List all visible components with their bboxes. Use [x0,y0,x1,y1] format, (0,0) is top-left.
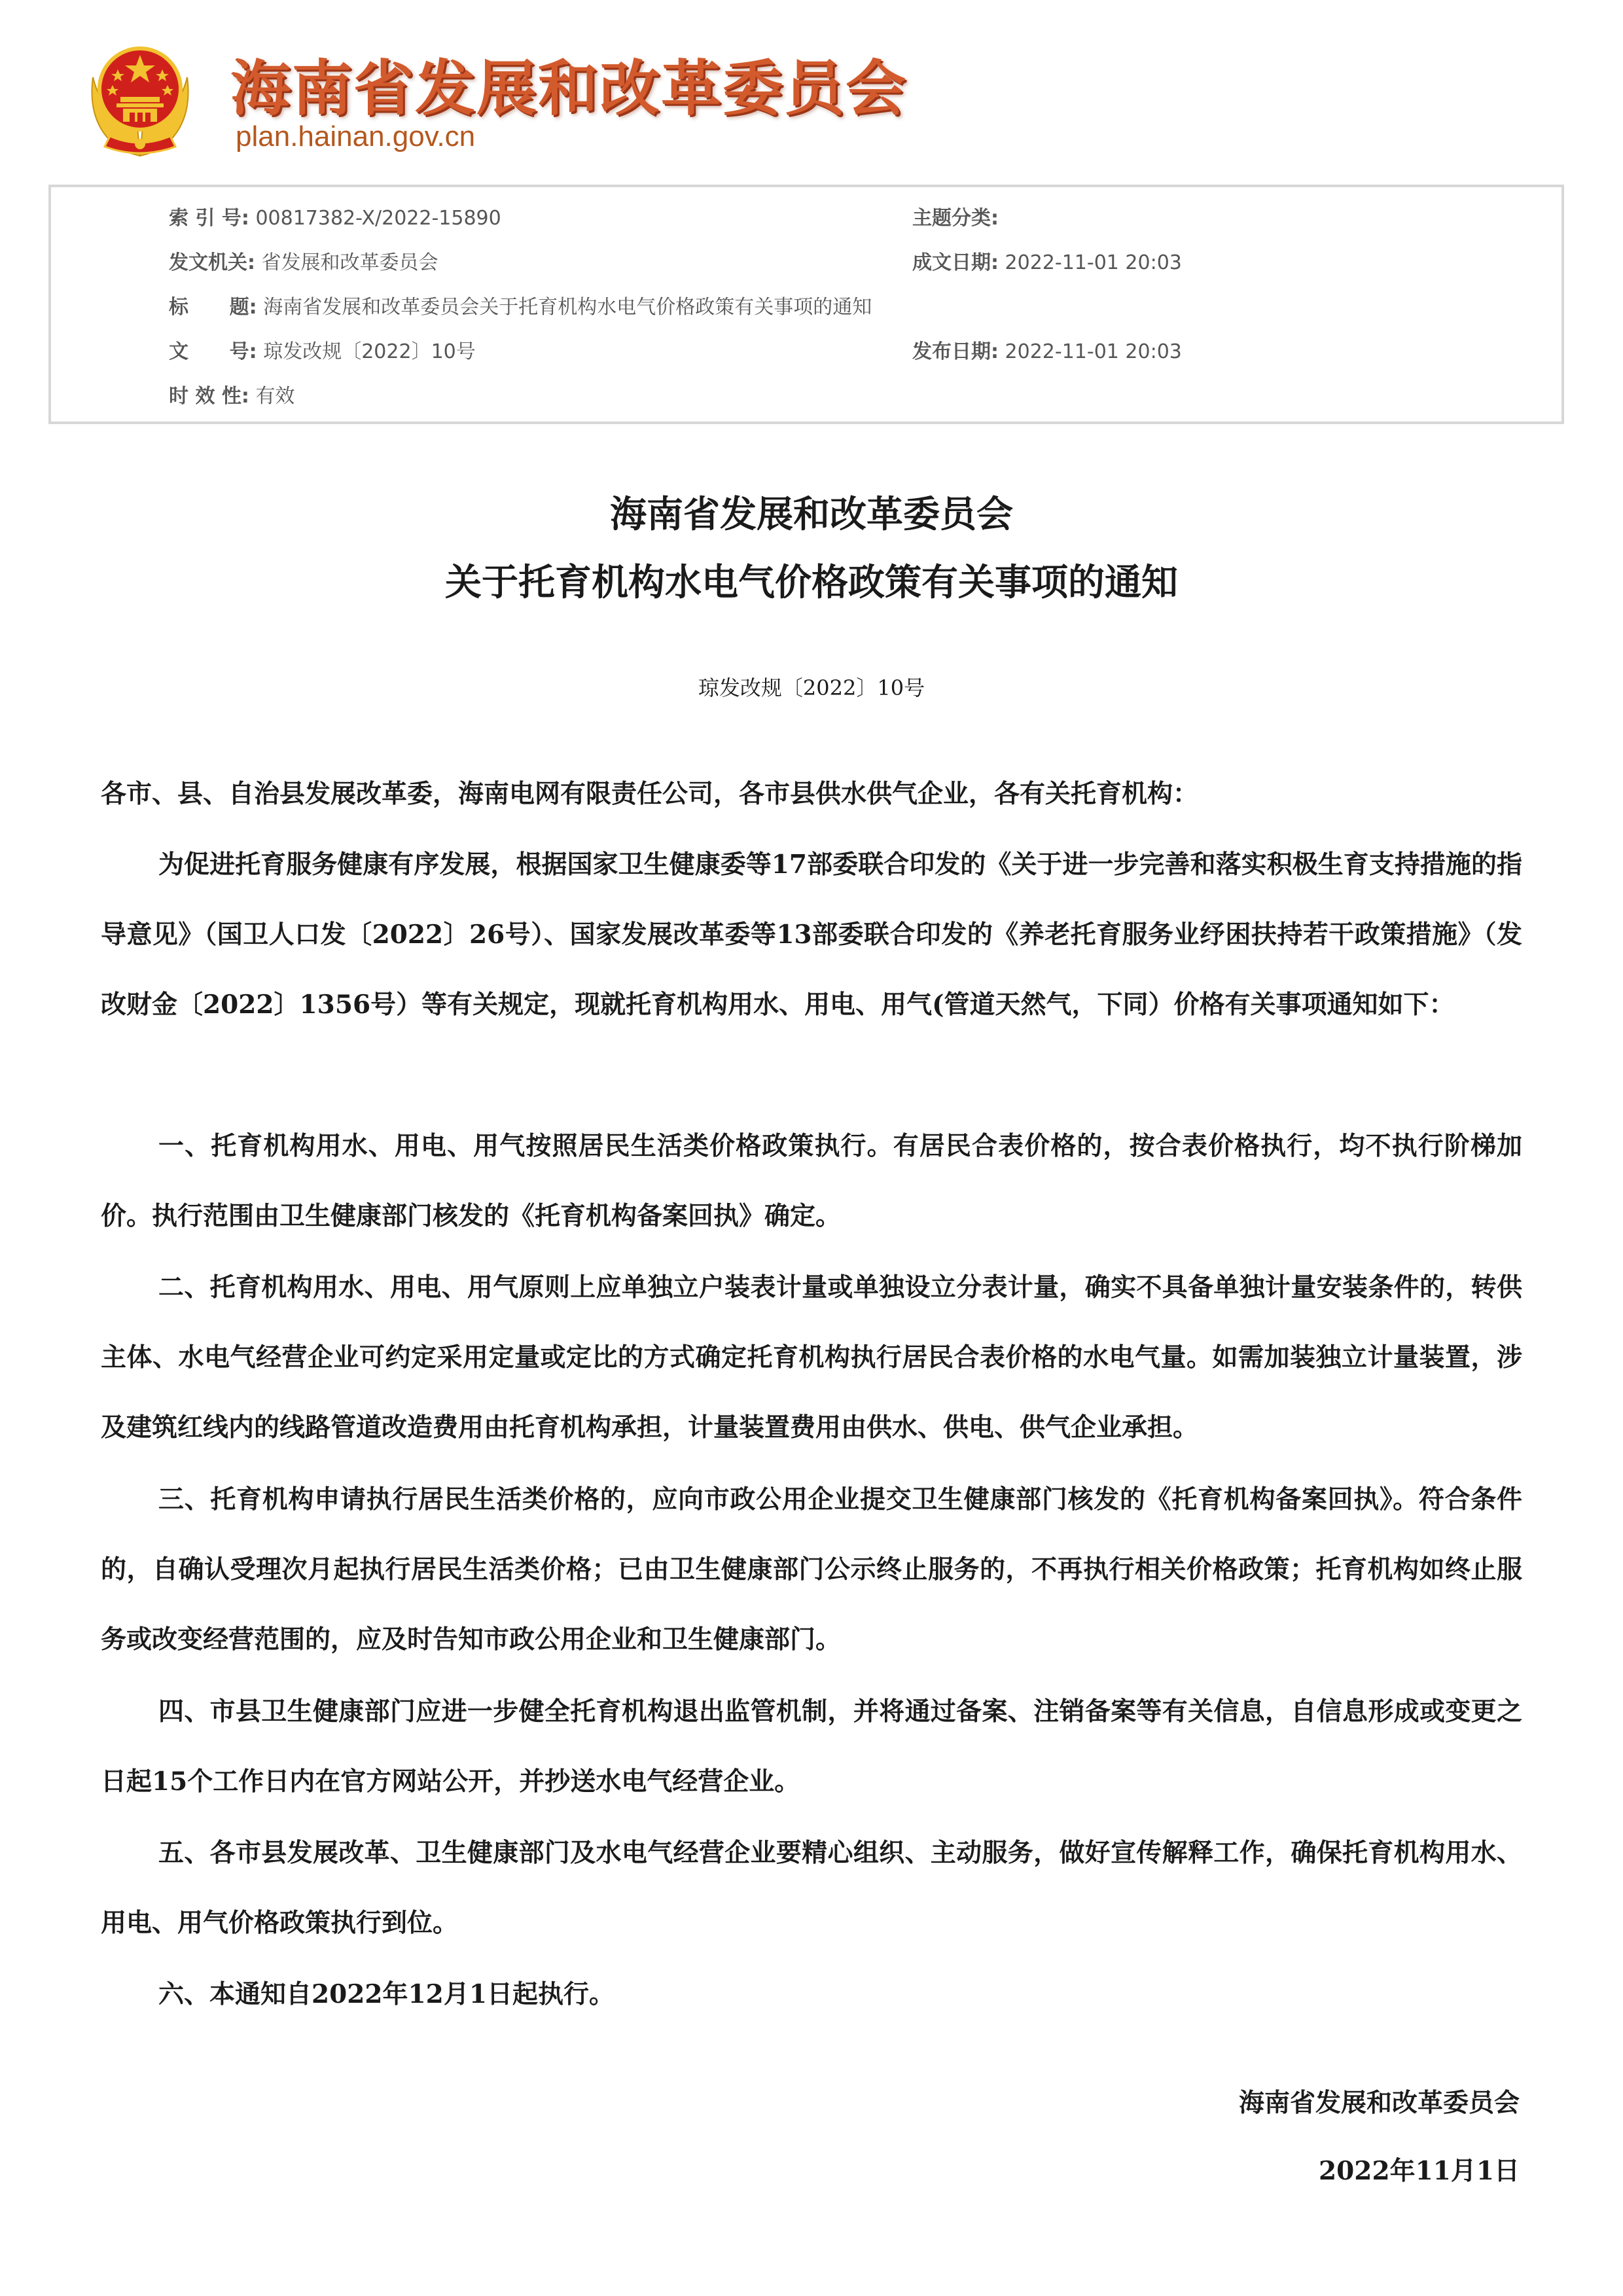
meta-validity [169,382,294,411]
meta-title [169,293,872,322]
meta-title-value: 海南省发展和改革委员会关于托育机构水电气价格政策有关事项的通知 [263,296,872,319]
site-url[interactable]: plan.hainan.gov.cn [236,120,476,152]
document-meta-box [48,185,1564,424]
clause-4: 四、市县卫生健康部门应进一步健全托育机构退出监管机制，并将通过备案、注销备案等有关信息，自信息形成或变更之日起15个工作日内在官方网站公开，并抄送水电气经营企业。 [101,1696,1522,1797]
meta-index-label: 索 引 号: [169,207,249,230]
document-number: 琼发改规〔2022〕10号 [698,675,925,700]
meta-topic [912,204,1005,233]
meta-title-label: 标 题: [169,296,257,319]
meta-doc-no-value: 琼发改规〔2022〕10号 [263,340,476,363]
intro-paragraph: 为促进托育服务健康有序发展，根据国家卫生健康委等17部委联合印发的《关于进一步完善和落实积极生育支持措施的指导意见》（国卫人口发〔2022〕26号）、国家发展改革委等13部委联合印发的《养老托育服务业纾困扶持若干政策措施》（发改财金〔2022〕1356号）等有关规定，现就托育机构用水、用电、用气(管道天然气，下同）价格有关事项通知如下： [101,850,1522,1020]
signature-organization: 海南省发展和改革委员会 [1238,2088,1520,2118]
clause-2: 二、托育机构用水、用电、用气原则上应单独立户装表计量或单独设立分表计量，确实不具备单独计量安装条件的，转供主体、水电气经营企业可约定采用定量或定比的方式确定托育机构执行居民合表价格的水电气量。如需加装独立计量装置，涉及建筑红线内的线路管道改造费用由托育机构承担，计量装置费用由供水、供电、供气企业承担。 [101,1272,1522,1443]
clause-1: 一、托育机构用水、用电、用气按照居民生活类价格政策执行。有居民合表价格的，按合表价格执行，均不执行阶梯加价。执行范围由卫生健康部门核发的《托育机构备案回执》确定。 [101,1131,1522,1231]
site-header [0,0,1623,183]
site-title: 海南省发展和改革委员会 [230,54,908,124]
meta-index-value: 00817382-X/2022-15890 [255,207,501,230]
salutation: 各市、县、自治县发展改革委，海南电网有限责任公司，各市县供水供气企业，各有关托育机构： [101,779,1199,809]
meta-written-date-value: 2022-11-01 20:03 [1005,251,1182,274]
meta-issuer-value: 省发展和改革委员会 [261,251,438,274]
clause-5: 五、各市县发展改革、卫生健康部门及水电气经营企业要精心组织、主动服务，做好宣传解释工作，确保托育机构用水、用电、用气价格政策执行到位。 [101,1838,1522,1938]
meta-doc-no [169,338,476,367]
document-title-line-2: 关于托育机构水电气价格政策有关事项的通知 [445,561,1178,604]
clause-3: 三、托育机构申请执行居民生活类价格的，应向市政公用企业提交卫生健康部门核发的《托育机构备案回执》。符合条件的，自确认受理次月起执行居民生活类价格；已由卫生健康部门公示终止服务的，不再执行相关价格政策；托育机构如终止服务或改变经营范围的，应及时告知市政公用企业和卫生健康部门。 [101,1484,1522,1655]
meta-topic-label: 主题分类: [912,207,999,230]
meta-validity-label: 时 效 性: [169,385,249,408]
meta-index [169,204,501,233]
meta-issuer-label: 发文机关: [169,251,255,274]
meta-publish-date-value: 2022-11-01 20:03 [1005,340,1182,363]
meta-doc-no-label: 文 号: [169,340,257,363]
meta-written-date [912,249,1182,278]
document-title-line-1: 海南省发展和改革委员会 [610,493,1013,536]
national-emblem-icon [84,31,196,160]
meta-publish-date-label: 发布日期: [912,340,999,363]
meta-issuer [169,249,438,278]
meta-publish-date [912,338,1182,367]
meta-written-date-label: 成文日期: [912,251,999,274]
signature-date: 2022年11月1日 [1319,2156,1520,2186]
meta-validity-value: 有效 [255,385,295,408]
clause-6: 六、本通知自2022年12月1日起执行。 [158,1979,615,2009]
